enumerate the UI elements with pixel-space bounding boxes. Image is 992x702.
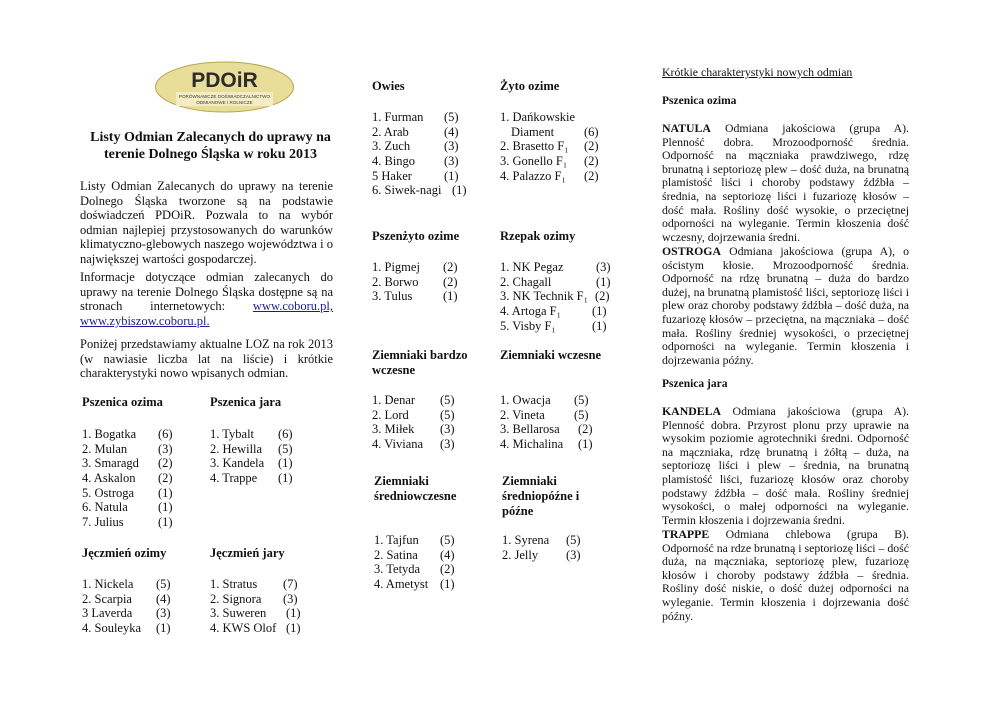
variety-name-trappe: TRAPPE <box>662 527 710 541</box>
years-on-list: (1) <box>278 456 293 471</box>
variety-name: 2. Jelly <box>502 547 539 562</box>
years-on-list: (5) <box>444 110 459 124</box>
years-on-list: (1) <box>286 606 301 621</box>
list-item <box>82 515 182 530</box>
links-paragraph-text: Informacje dotyczące odmian zalecanych do uprawy na terenie Dolnego Śląska dostępne są na stronach internetowych: <box>80 270 333 314</box>
list-item <box>500 319 615 334</box>
variety-name: 4. Askalon <box>82 471 136 486</box>
variety-name: 1. Tybalt <box>210 427 255 441</box>
pdoir-logo <box>154 61 295 113</box>
variety-name: 6. Siwek-nagi <box>372 183 442 198</box>
years-on-list: (1) <box>443 289 458 304</box>
list-item <box>372 110 482 125</box>
list-item <box>502 533 612 548</box>
years-on-list: (2) <box>158 471 173 486</box>
years-on-list: (2) <box>443 260 458 274</box>
list-ziemniaki-wczesne <box>500 393 610 452</box>
list-item <box>82 471 182 486</box>
years-on-list: (1) <box>158 485 173 500</box>
variety-name: 1. Syrena <box>502 533 550 547</box>
variety-name: 4. Bingo <box>372 154 416 169</box>
description-natula <box>662 122 909 244</box>
list-item <box>374 562 484 577</box>
list-item <box>500 393 610 408</box>
years-on-list: (3) <box>156 606 171 621</box>
variety-name-ostroga: OSTROGA <box>662 244 721 258</box>
years-on-list: (3) <box>158 441 173 456</box>
list-owies <box>372 110 482 198</box>
description-ostroga <box>662 245 909 367</box>
list-item <box>210 427 310 442</box>
list-item <box>500 110 610 125</box>
list-item <box>372 275 482 290</box>
years-on-list: (1) <box>578 437 593 452</box>
list-item <box>500 125 610 140</box>
list-item <box>500 154 610 169</box>
years-on-list: (2) <box>584 139 599 154</box>
years-on-list: (5) <box>440 393 455 407</box>
variety-name: 4. KWS Olof <box>210 621 277 636</box>
heading-pszenzyto-ozime: Pszenżyto ozime <box>372 229 460 243</box>
list-item <box>210 442 310 457</box>
years-on-list: (4) <box>444 124 459 139</box>
years-on-list: (2) <box>443 274 458 289</box>
years-on-list: (3) <box>440 437 455 452</box>
list-item <box>82 427 182 442</box>
years-on-list: (1) <box>278 471 293 486</box>
right-column-header: Krótkie charakterystyki nowych odmian <box>662 65 853 79</box>
years-on-list: (3) <box>444 139 459 154</box>
list-item <box>374 577 484 592</box>
variety-name: 4. Michalina <box>500 437 564 452</box>
variety-name: 1. Pigmej <box>372 260 420 274</box>
list-item <box>500 422 610 437</box>
years-on-list: (7) <box>283 577 298 591</box>
heading-jeczmien-ozimy: Jęczmień ozimy <box>82 546 167 560</box>
years-on-list: (5) <box>440 533 455 547</box>
variety-name: 4. Souleyka <box>82 621 142 636</box>
list-item <box>374 548 484 563</box>
document-title: Listy Odmian Zalecanych do uprawy na terenie Dolnego Śląska w roku 2013 <box>90 130 331 162</box>
variety-name: 2. Scarpia <box>82 591 132 606</box>
list-item <box>210 621 310 636</box>
years-on-list: (1) <box>596 274 611 289</box>
variety-name: 2. Arab <box>372 124 409 139</box>
list-item <box>82 456 182 471</box>
heading-zyto-ozime: Żyto ozime <box>500 79 560 93</box>
variety-name: 1. Owacja <box>500 393 551 407</box>
variety-name: 1. Dańkowskie <box>500 110 575 124</box>
variety-name: 3. Gonello F₁ <box>500 154 568 169</box>
heading-pszenica-ozima: Pszenica ozima <box>82 395 163 409</box>
variety-name: 4. Trappe <box>210 471 258 486</box>
list-jeczmien-ozimy <box>82 577 182 636</box>
variety-text-ostroga: Odmiana jakościowa (grupa A), o ościstym kłosie. Mrozoodporność średnia. Odporność na rdzę brunatną – duża do bardzo dużej, na brunatną plamistość liści, septoriozę liści i plew oraz choroby podstawy źdźbła – dość duża, na fuzariozę kłosów – przeciętna, na mączniaka – dość mała. Rośliny średniej wysokości, o przeciętnej odporności na wyleganie. Termin kłoszenia i dojrzewania późny. <box>662 244 910 367</box>
years-on-list: (3) <box>566 547 581 562</box>
years-on-list: (1) <box>444 168 459 183</box>
zybiszow-link[interactable]: www.zybiszow.coboru.pl. <box>80 313 210 328</box>
list-item <box>500 169 610 184</box>
list-rzepak-ozimy <box>500 260 615 333</box>
variety-text-natula: Odmiana jakościowa (grupa A). Plenność dobra. Mrozoodporność średnia. Odporność na mączniaka prawdziwego, rdzę brunatną i septoriozę plew – dość duża, na brunatną plamistość liści i choroby podstawy źdźbła – średnia, na septoriozę liści i fuzariozę kłosów – dość mała. Rośliny dość wysokie, o przeciętnej odporności na wyleganie. Termin kłoszenia dość wczesny, dojrzewania średni. <box>662 121 909 244</box>
subheading-pszenica-ozima: Pszenica ozima <box>662 95 737 107</box>
list-item <box>82 621 182 636</box>
list-item <box>500 275 615 290</box>
years-on-list: (3) <box>596 260 611 274</box>
variety-name: 5. Visby F₁ <box>500 318 556 333</box>
variety-name: 1. NK Pegaz <box>500 260 564 274</box>
list-zyto-ozime <box>500 110 610 183</box>
variety-name: 2. Vineta <box>500 407 545 422</box>
list-item <box>210 577 310 592</box>
years-on-list: (5) <box>566 533 581 547</box>
variety-name: 3. Smaragd <box>82 456 139 471</box>
variety-name: 3. NK Technik F₁ <box>500 289 588 304</box>
variety-name: 1. Furman <box>372 110 424 124</box>
list-pszenica-jara <box>210 427 310 486</box>
list-item <box>372 125 482 140</box>
variety-name: 2. Hewilla <box>210 441 263 456</box>
loz-intro-paragraph: Poniżej przedstawiamy aktualne LOZ na rok 2013 (w nawiasie liczba lat na liście) i krótkie charakterystyki nowo wpisanych odmian. <box>80 337 333 381</box>
logo-title: PDOiR <box>191 69 258 92</box>
years-on-list: (1) <box>452 183 467 198</box>
variety-name: 3. Miłek <box>372 422 415 437</box>
list-item <box>82 592 182 607</box>
variety-name: Diament <box>511 124 555 139</box>
variety-name: 4. Ametyst <box>374 577 429 592</box>
list-item <box>372 408 482 423</box>
years-on-list: (2) <box>584 154 599 169</box>
years-on-list: (3) <box>283 591 298 606</box>
variety-name: 5 Haker <box>372 168 412 183</box>
variety-name: 2. Signora <box>210 591 262 606</box>
variety-name: 1. Tajfun <box>374 533 419 547</box>
coboru-link[interactable]: www.coboru.pl, <box>252 299 333 314</box>
variety-name: 4. Palazzo F₁ <box>500 168 566 183</box>
years-on-list: (1) <box>592 318 607 333</box>
variety-name: 3 Laverda <box>82 606 133 621</box>
years-on-list: (6) <box>278 427 293 441</box>
subheading-pszenica-jara: Pszenica jara <box>662 378 728 390</box>
variety-name: 3. Suweren <box>210 606 267 621</box>
variety-name: 2. Chagall <box>500 274 552 289</box>
list-item <box>82 577 182 592</box>
variety-name: 2. Brasetto F₁ <box>500 139 569 154</box>
variety-name: 3. Zuch <box>372 139 411 154</box>
list-item <box>374 533 484 548</box>
years-on-list: (2) <box>158 456 173 471</box>
years-on-list: (5) <box>156 577 171 591</box>
years-on-list: (1) <box>158 515 173 530</box>
list-item <box>372 139 482 154</box>
variety-name: 3. Tetyda <box>374 562 421 577</box>
list-ziemniaki-bardzo-wczesne <box>372 393 482 452</box>
list-ziemniaki-sredniopozne <box>502 533 612 562</box>
list-ziemniaki-sredniowczesne <box>374 533 484 592</box>
list-item <box>502 548 612 563</box>
list-item <box>82 486 182 501</box>
variety-name-natula: NATULA <box>662 121 711 135</box>
list-item <box>500 304 615 319</box>
variety-name: 4. Viviana <box>372 437 424 452</box>
list-pszenica-ozima <box>82 427 182 530</box>
description-kandela <box>662 405 909 527</box>
list-item <box>372 260 482 275</box>
variety-text-kandela: Odmiana jakościowa (grupa A). Plenność dobra. Przyrost plonu przy uprawie na wysokim poziomie agrotechniki średni. Odporność na mączniaka, rdzę brunatną i żółtą – duża, na septoriozę liści i plew – średnia, na brunatną plamistość liści, fuzariozę kłosów oraz choroby podstawy źdźbła – dość mała. Rośliny średniej wysokości, o małej odporności na wyleganie. Termin kłoszenia i dojrzewania średni. <box>662 404 909 527</box>
heading-jeczmien-jary: Jęczmień jary <box>210 546 285 560</box>
list-pszenzyto-ozime <box>372 260 482 304</box>
list-item <box>372 169 482 184</box>
heading-ziemniaki-wczesne: Ziemniaki wczesne <box>500 348 602 362</box>
list-item <box>372 422 482 437</box>
variety-name: 3. Tulus <box>372 289 413 304</box>
list-item <box>210 606 310 621</box>
years-on-list: (4) <box>440 547 455 562</box>
years-on-list: (4) <box>156 591 171 606</box>
years-on-list: (2) <box>578 422 593 437</box>
variety-name: 6. Natula <box>82 500 128 515</box>
variety-name: 5. Ostroga <box>82 485 135 500</box>
variety-name: 4. Artoga F₁ <box>500 304 561 319</box>
variety-text-trappe: Odmiana chlebowa (grupa B). Odporność na rdze brunatną i septoriozę liści – dość duża, na mączniaka, septoriozę plew, fuzariozę kłosów i choroby podstawy źdźbła – średnia. Rośliny dość niskie, o dość dużej odporności na wyleganie. Termin kłoszenia i dojrzewania dość późny. <box>662 527 910 623</box>
years-on-list: (2) <box>584 168 599 183</box>
intro-paragraph: Listy Odmian Zalecanych do uprawy na terenie Dolnego Śląska tworzone są na podstawie doświadczeń PDOiR. Pozwala to na wybór odmian najlepiej przystosowanych do warunków klimatyczno-glebowych naszego województwa i o największej wartości gospodarczej. <box>80 179 333 266</box>
variety-name: 1. Denar <box>372 393 416 407</box>
variety-name-kandela: KANDELA <box>662 404 721 418</box>
variety-name: 7. Julius <box>82 515 124 530</box>
links-paragraph <box>80 270 333 328</box>
variety-name: 2. Mulan <box>82 441 128 456</box>
variety-name: 1. Nickela <box>82 577 134 591</box>
heading-owies: Owies <box>372 79 405 93</box>
years-on-list: (5) <box>574 393 589 407</box>
years-on-list: (5) <box>574 407 589 422</box>
heading-rzepak-ozimy: Rzepak ozimy <box>500 229 576 243</box>
list-item <box>500 139 610 154</box>
years-on-list: (2) <box>440 562 455 577</box>
list-item <box>82 606 182 621</box>
years-on-list: (1) <box>156 621 171 636</box>
variety-name: 1. Stratus <box>210 577 258 591</box>
years-on-list: (1) <box>440 577 455 592</box>
logo-subtitle-1: PORÓWNAWCZE DOŚWIADCZALNICTWO <box>178 94 271 99</box>
variety-name: 3. Bellarosa <box>500 422 560 437</box>
years-on-list: (1) <box>592 304 607 319</box>
variety-name: 2. Satina <box>374 547 418 562</box>
list-item <box>210 471 310 486</box>
list-item <box>500 289 615 304</box>
years-on-list: (5) <box>440 407 455 422</box>
list-item <box>372 183 482 198</box>
list-item <box>372 289 482 304</box>
list-item <box>210 456 310 471</box>
list-item <box>372 437 482 452</box>
years-on-list: (1) <box>286 621 301 636</box>
variety-name: 2. Borwo <box>372 274 419 289</box>
years-on-list: (1) <box>158 500 173 515</box>
list-item <box>210 592 310 607</box>
list-item <box>372 393 482 408</box>
list-jeczmien-jary <box>210 577 310 636</box>
heading-ziemniaki-sredniopozne: Ziemniaki średniopóźne i późne <box>502 474 580 518</box>
years-on-list: (5) <box>278 441 293 456</box>
list-item <box>500 437 610 452</box>
years-on-list: (6) <box>158 427 173 441</box>
years-on-list: (2) <box>595 289 610 304</box>
years-on-list: (6) <box>584 124 599 139</box>
variety-name: 1. Bogatka <box>82 427 137 441</box>
list-item <box>82 500 182 515</box>
list-item <box>500 408 610 423</box>
variety-name: 2. Lord <box>372 407 409 422</box>
list-item <box>82 442 182 457</box>
logo-subtitle-2: ODMIANOWE I ROLNICZE <box>196 100 253 105</box>
list-item <box>372 154 482 169</box>
years-on-list: (3) <box>444 154 459 169</box>
list-item <box>500 260 615 275</box>
heading-ziemniaki-sredniowczesne: Ziemniaki średniowczesne <box>374 474 457 503</box>
heading-ziemniaki-bardzo-wczesne: Ziemniaki bardzo wczesne <box>372 348 468 377</box>
variety-name: 3. Kandela <box>210 456 265 471</box>
years-on-list: (3) <box>440 422 455 437</box>
description-trappe <box>662 528 909 623</box>
logo-badge <box>154 61 295 113</box>
heading-pszenica-jara: Pszenica jara <box>210 395 282 409</box>
